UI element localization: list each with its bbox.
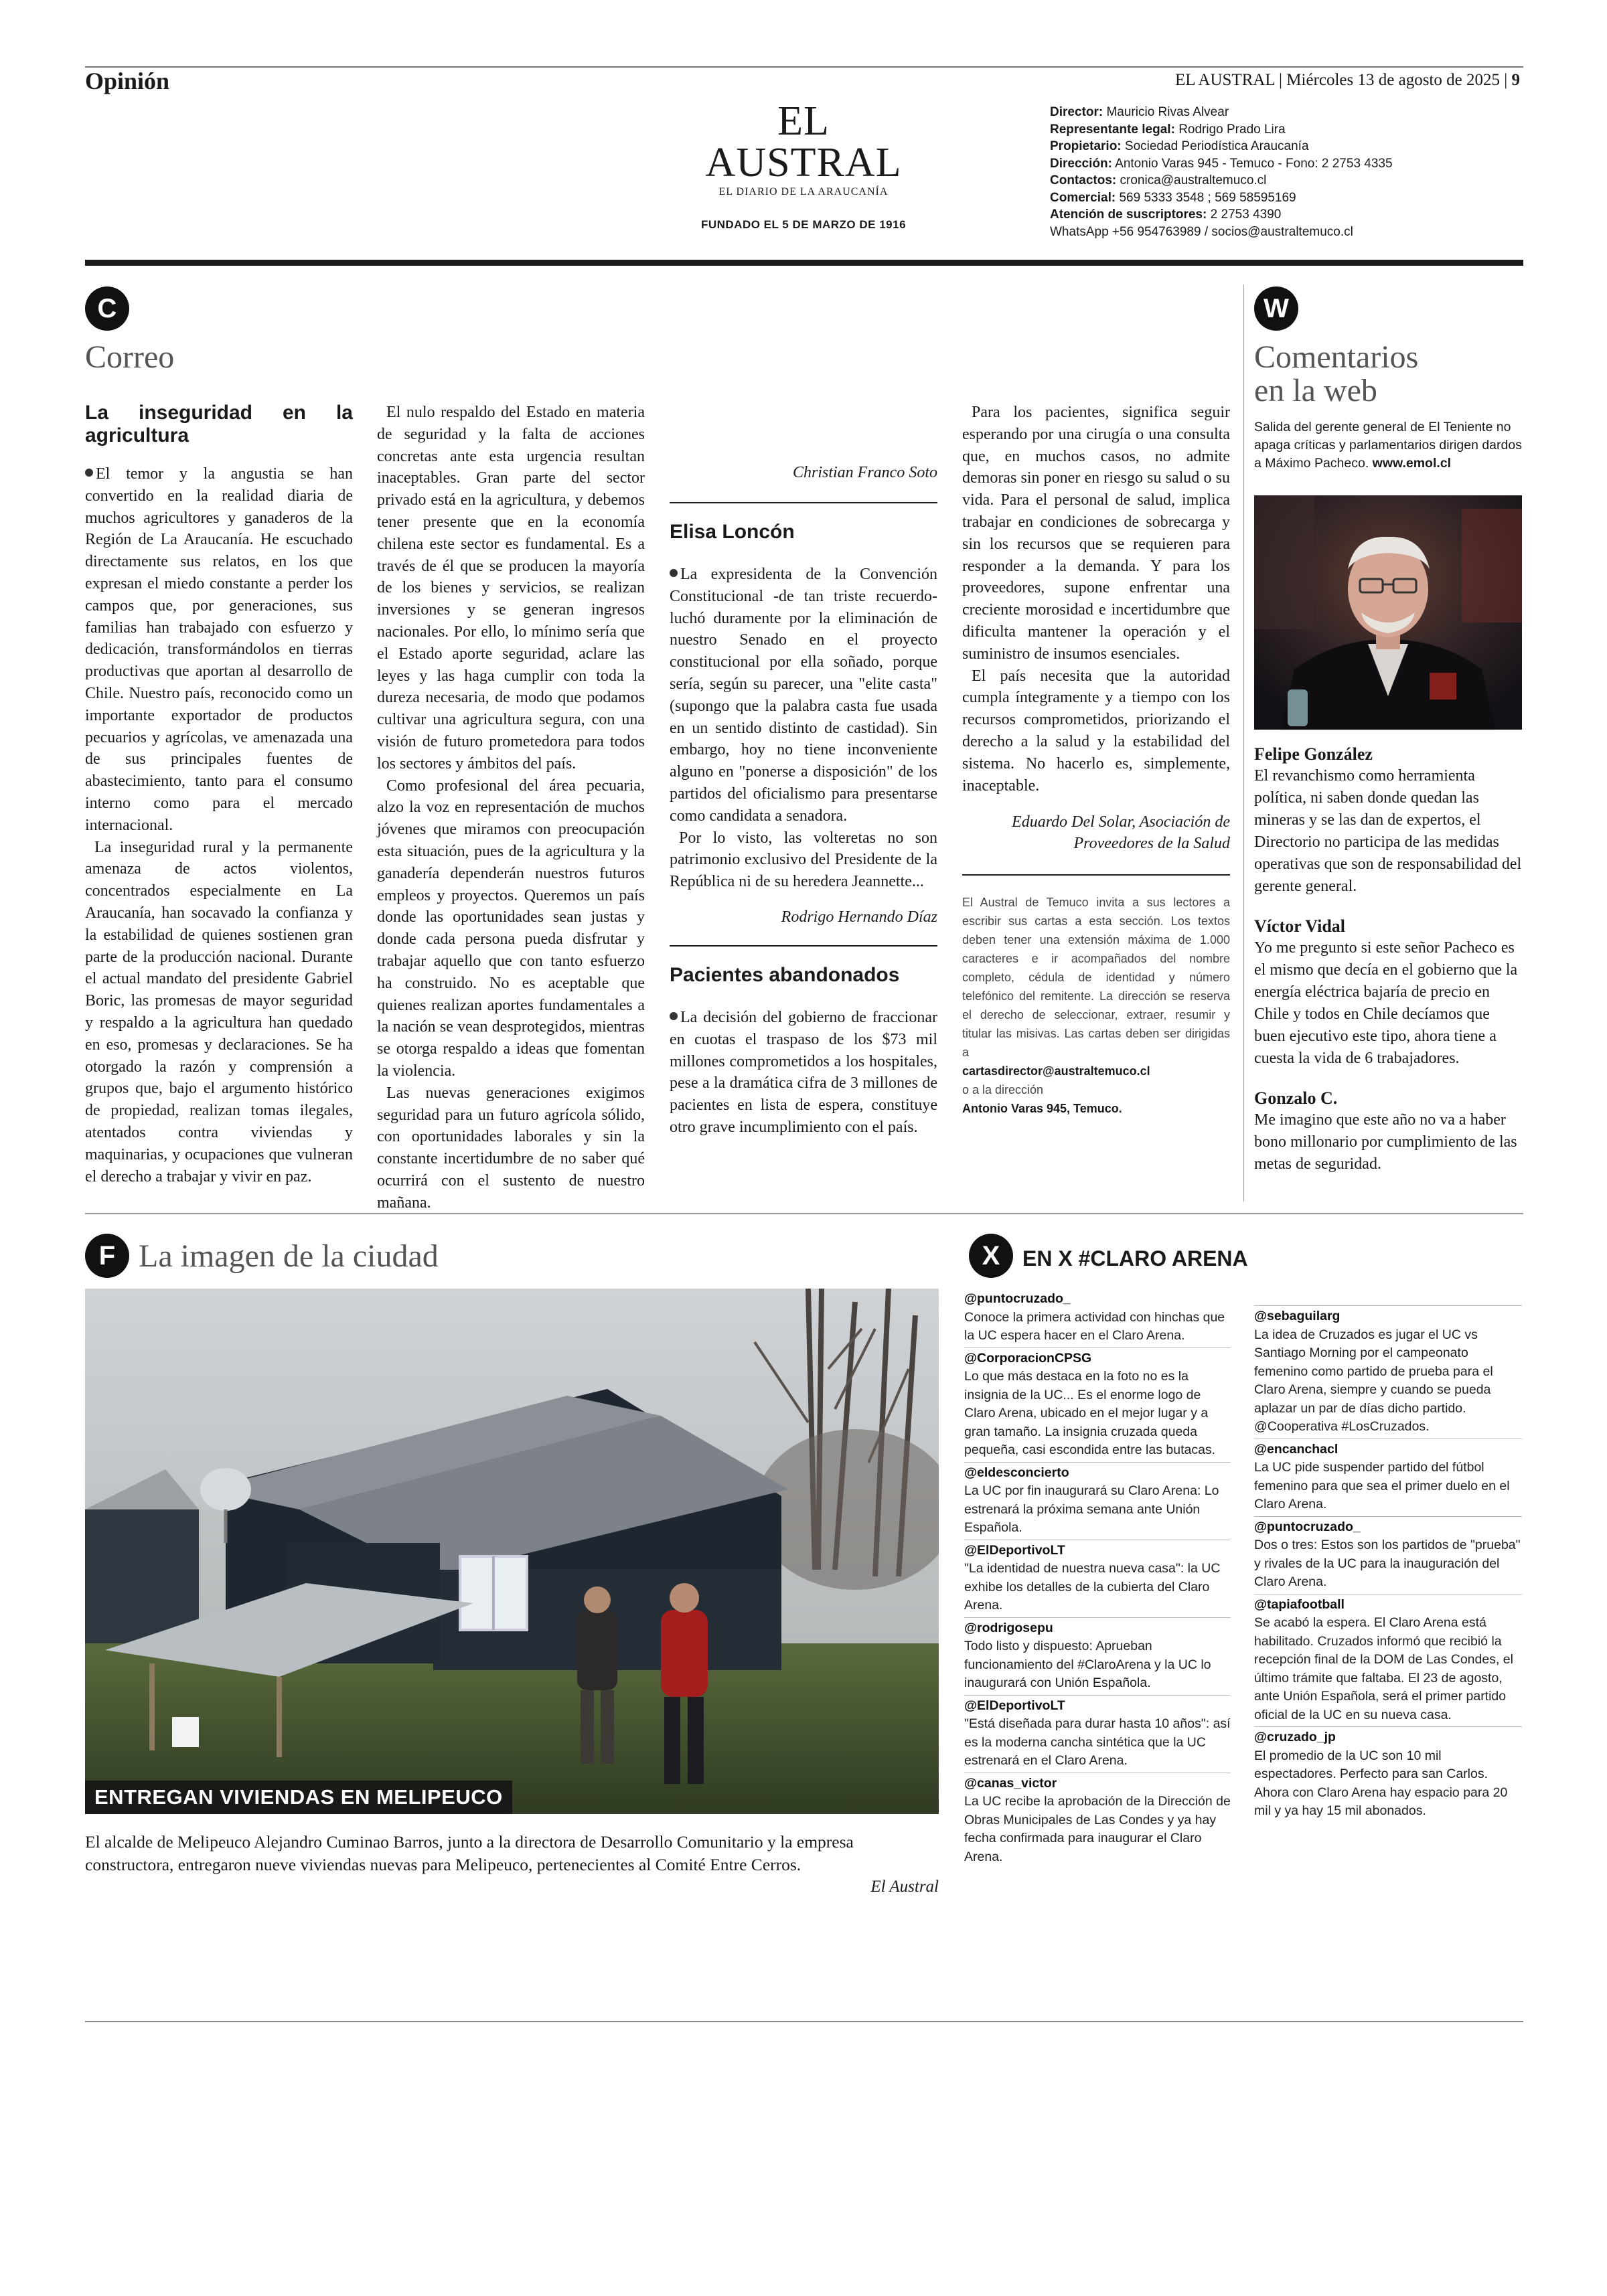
x-handle: @eldesconcierto <box>964 1465 1069 1480</box>
letter-paragraph: La decisión del gobierno de fraccionar en cuotas el traspaso de los $73 mil millones comprometidos a los hospitales, pese a la dramática cifra de 3 millones de pacientes en lista de espera, constituye otro grave incumplimiento con el país. <box>670 1008 937 1136</box>
section-divider <box>85 1213 1523 1214</box>
letters-info: El Austral de Temuco invita a sus lectores a escribir sus cartas a esta sección. Los textos deben tener una extensión máxima de 1.000 caracteres e ir acompañados del nombre completo, cédula de identidad y número telefónico del remitente. La dirección se reserva el derecho de seleccionar, extraer, resumir y titular las misivas. Las cartas deben ser dirigidas a cartasdirector@australtemuco.cl o a la dirección Antonio Varas 945, Temuco. <box>962 896 1230 1116</box>
letter-column-1 <box>85 402 353 1187</box>
letter-separator <box>962 874 1230 876</box>
correo-title: Correo <box>85 339 175 375</box>
web-lead: Salida del gerente general de El Teniente no apaga críticas y parlamentarios dirigen dardos a Máximo Pacheco. www.emol.cl <box>1254 420 1522 471</box>
comment-text: El revanchismo como herramienta política, ni saben donde quedan las mineras y se las dan de expertos, el Directorio no participa de las medidas operativas que son de responsabilidad del gerente general. <box>1254 767 1522 895</box>
credit-line: Director: Mauricio Rivas Alvear <box>1050 105 1229 119</box>
paper-subtitle: EL DIARIO DE LA ARAUCANÍA <box>718 186 889 197</box>
dateline-paper: EL AUSTRAL <box>1174 71 1275 89</box>
x-feed-column-2 <box>1254 1305 1522 1823</box>
x-handle: @encanchacl <box>1254 1441 1338 1457</box>
x-post[interactable]: @canas_victor La UC recibe la aprobación de la Dirección de Obras Municipales de Las Condes y ya hay fecha confirmada para inaugurar el Claro Arena. <box>964 1773 1231 1869</box>
x-post[interactable]: @sebaguilarg La idea de Cruzados es jugar el UC vs Santiago Morning por el campeonato femenino como partido de prueba para el Claro Arena, siempre y cuando se pueda aplazar un par de días dicho partido. @Cooperativa #LosCruzados. <box>1254 1305 1522 1439</box>
letter-paragraph: El país necesita que la autoridad cumpla íntegramente y a tiempo con los recursos comprometidos, priorizando el derecho a la salud y la estabilidad del sistema. No hacerlo es, simplemente, inaceptable. <box>962 667 1230 795</box>
x-handle: @CorporacionCPSG <box>964 1350 1092 1366</box>
letter-column-2 <box>377 402 645 1214</box>
letter-paragraph: La inseguridad rural y la permanente amenaza de actos violentos, concentrados especialmente en La Araucanía, han socavado la confianza y la estabilidad de quienes sostienen gran parte de la producción nacional. Durante el actual mandato del presidente Gabriel Boric, las promesas de mayor seguridad y respaldo a la agricultura han quedado en eso, promesas y declaraciones. Se ha otorgado la razón y comprensión a grupos que, bajo el argumento histórico de propiedad, realizan tomas ilegales, atentados contra viviendas y maquinarias, y ocupaciones que vulneran el derecho a trabajar y vivir en paz. <box>85 838 353 1185</box>
x-post[interactable]: @puntocruzado_ Conoce la primera actividad con hinchas que la UC espera hacer en el Claro Arena. <box>964 1289 1231 1347</box>
x-post[interactable]: @ElDeportivoLT "Está diseñada para durar hasta 10 años": así es la moderna cancha sintética que la UC estrenará en el Claro Arena. <box>964 1695 1231 1773</box>
correo-badge-icon: C <box>85 286 129 331</box>
dateline: EL AUSTRAL | Miércoles 13 de agosto de 2025 | 9 <box>1174 71 1520 89</box>
letter-paragraph: Para los pacientes, significa seguir esperando por una cirugía o una consulta que, en muchos casos, no admite demoras sin poner en riesgo su salud o su vida. Para el personal de salud, implica trabajar en condiciones de sobrecarga y sin los recursos que se requieren para responder a la demanda. Y para los proveedores, supone enfrentar una creciente morosidad e incertidumbre que dificulta mantener la operación y el suministro de insumos esenciales. <box>962 404 1230 663</box>
bullet-icon <box>85 469 93 477</box>
x-handle: @ElDeportivoLT <box>964 1698 1065 1713</box>
letter-headline: Pacientes abandonados <box>670 963 900 986</box>
x-handle: @puntocruzado_ <box>1254 1519 1361 1534</box>
x-post[interactable]: @encanchacl La UC pide suspender partido del fútbol femenino para que sea el primer duelo en el Claro Arena. <box>1254 1439 1522 1516</box>
web-comments <box>1254 743 1522 1175</box>
x-post[interactable]: @puntocruzado_ Dos o tres: Estos son los partidos de "prueba" y rivales de la UC para la inauguración del Claro Arena. <box>1254 1516 1522 1594</box>
credit-line: Atención de suscriptores: 2 2753 4390 <box>1050 208 1282 222</box>
page-number: 9 <box>1511 71 1520 89</box>
photo-description: El alcalde de Melipeuco Alejandro Cuminao Barros, junto a la directora de Desarrollo Comunitario y la empresa constructora, entregaron nueve viviendas nuevas para Melipeuco, pertenecientes al Comité Entre Cerros. <box>85 1832 854 1874</box>
x-badge-icon: X <box>969 1234 1013 1278</box>
founded-line: FUNDADO EL 5 DE MARZO DE 1916 <box>700 218 907 231</box>
x-feed-column-1 <box>964 1289 1231 1868</box>
credit-line: Dirección: Antonio Varas 945 - Temuco - Fono: 2 2753 4335 <box>1050 156 1393 171</box>
credit-line: Contactos: cronica@australtemuco.cl <box>1050 173 1267 187</box>
x-post[interactable]: @CorporacionCPSG Lo que más destaca en la foto no es la insignia de la UC... Es el enorme logo de Claro Arena, ubicado en el mejor lugar y a gran tamaño. La insignia cruzada queda pequeña, casi escondida entre las butacas. <box>964 1347 1231 1462</box>
web-site-link[interactable]: www.emol.cl <box>1372 456 1452 471</box>
letter-headline: Elisa Loncón <box>670 521 795 543</box>
masthead <box>676 100 931 232</box>
imagen-badge-icon: F <box>85 1234 129 1278</box>
paper-name: EL AUSTRAL <box>705 98 902 185</box>
bullet-icon <box>670 569 678 577</box>
bullet-icon <box>670 1012 678 1020</box>
x-handle: @canas_victor <box>964 1775 1057 1791</box>
letter-separator <box>670 945 937 947</box>
credit-line: Propietario: Sociedad Periodística Araucanía <box>1050 139 1309 153</box>
credit-line: WhatsApp +56 954763989 / socios@australtemuco.cl <box>1050 224 1353 239</box>
letter-paragraph: El nulo respaldo del Estado en materia de seguridad y la falta de acciones concretas ante esta urgencia resultan inaceptables. Gran parte del sector privado está en la agricultura, y debemos tener presente que en la economía chilena este sector es fundamental. Es a través de él que se producen la mayoría de los bienes y servicios, se realizan inversiones y se generan ingresos nacionales. Por ello, lo mínimo sería que el Estado aporte seguridad, aclare las leyes y las haga cumplir con toda la dureza necesaria, de modo que podamos cultivar una agricultura segura, con una visión de futuro prometedora para todos los sectores y ámbitos del país. <box>377 404 645 772</box>
letter-headline: La inseguridad en la agricultura <box>85 402 353 446</box>
letter-signature: Eduardo Del Solar, Asociación de Proveedores de la Salud <box>1012 813 1230 853</box>
photo-caption-bar: ENTREGAN VIVIENDAS EN MELIPEUCO <box>85 1781 512 1814</box>
x-handle: @puntocruzado_ <box>964 1291 1071 1306</box>
city-photo <box>85 1289 939 1814</box>
x-feed-title: EN X #CLARO ARENA <box>1022 1246 1248 1270</box>
x-handle: @tapiafootball <box>1254 1596 1345 1612</box>
web-badge-icon: W <box>1254 286 1298 331</box>
letters-email[interactable]: cartasdirector@australtemuco.cl <box>962 1064 1150 1078</box>
letter-paragraph: El temor y la angustia se han convertido en la realidad diaria de muchos agricultores y ganaderos de la Región de La Araucanía. He escuchado directamente sus relatos, en los que expresan el miedo constante a perder los campos que, por generaciones, sus familias han trabajado con esfuerzo y dedicación, transformándolos en tierras productivas que aportan al desarrollo de Chile. Nuestro país, reconocido como un importante exportador de productos pecuarios y agrícolas, ve amenazada una de sus principales fuentes de abastecimiento, tanto para el consumo interno como para el mercado internacional. <box>85 465 353 834</box>
photo-credit: El Austral <box>870 1878 939 1896</box>
header-thick-rule <box>85 260 1523 266</box>
imagen-title: La imagen de la ciudad <box>139 1238 439 1274</box>
credit-line: Representante legal: Rodrigo Prado Lira <box>1050 122 1286 137</box>
letter-signature: Christian Franco Soto <box>792 464 937 481</box>
x-handle: @cruzado_jp <box>1254 1730 1336 1744</box>
web-title-line2: en la web <box>1254 373 1377 408</box>
letter-paragraph: La expresidenta de la Convención Constitucional -de tan triste recuerdo- luchó duramente por la eliminación de nuestro Senado en el proyecto constitucional por ella soñado, porque sería, según su parecer, una "elite casta" (supongo que la palabra casta fue usada en un sentido distinto de castidad). Sin embargo, hoy no tiene inconveniente alguno en "ponerse a disposición" de los partidos del oficialismo para presentarse como candidata a senadora. <box>670 566 937 825</box>
letter-signature: Rodrigo Hernando Díaz <box>781 908 937 926</box>
section-label: Opinión <box>85 68 170 94</box>
letter-column-3 <box>670 402 937 1192</box>
letter-paragraph: Por lo visto, las volteretas no son patrimonio exclusivo del Presidente de la República ni de su heredera Jeannette... <box>670 829 937 891</box>
commenter-name: Felipe González <box>1254 744 1373 764</box>
x-handle: @rodrigosepu <box>964 1620 1053 1635</box>
x-post[interactable]: @eldesconcierto La UC por fin inaugurará su Claro Arena: Lo estrenará la próxima semana ante Unión Española. <box>964 1462 1231 1540</box>
top-rule <box>85 66 1523 68</box>
x-post[interactable]: @ElDeportivoLT "La identidad de nuestra nueva casa": la UC exhibe los detalles de la cubierta del Claro Arena. <box>964 1540 1231 1617</box>
x-post[interactable]: @cruzado_jp El promedio de la UC son 10 mil espectadores. Perfecto para san Carlos. Ahora con Claro Arena hay espacio para 20 mil y ya hay 15 mil abonados. <box>1254 1726 1522 1823</box>
column-divider <box>1243 284 1244 1202</box>
commenter-name: Víctor Vidal <box>1254 916 1346 936</box>
letter-paragraph: Como profesional del área pecuaria, alzo la voz en representación de muchos jóvenes que miramos con preocupación esta situación, pues de la agricultura y la ganadería dependerán nuestros futuros empleos y proyectos. Queremos un país donde las oportunidades sean justas y donde cada persona pueda disfrutar y trabajar aquello que con tanto esfuerzo ha construido. No es aceptable que quienes realizan aportes fundamentales a la nación se vean desprotegidos, mientras se otorga respaldo a ideas que fomentan la violencia. <box>377 776 645 1080</box>
x-handle: @ElDeportivoLT <box>964 1542 1065 1558</box>
x-post[interactable]: @rodrigosepu Todo listo y dispuesto: Aprueban funcionamiento del #ClaroArena y la UC lo inaugurará con Unión Española. <box>964 1617 1231 1695</box>
letter-separator <box>670 502 937 503</box>
letter-paragraph: Las nuevas generaciones exigimos seguridad para un futuro agrícola sólido, con oportunidades laborales y sin la constante incertidumbre de no saber qué ocurrirá con el sustento de nuestro mañana. <box>377 1084 645 1212</box>
portrait-photo <box>1254 495 1522 730</box>
x-handle: @sebaguilarg <box>1254 1309 1341 1323</box>
web-title-line1: Comentarios <box>1254 339 1419 375</box>
credit-line: Comercial: 569 5333 3548 ; 569 58595169 <box>1050 190 1296 205</box>
comment-text: Me imagino que este año no va a haber bono millonario por cumplimiento de las metas de seguridad. <box>1254 1111 1517 1173</box>
bottom-rule <box>85 2021 1523 2022</box>
comment-text: Yo me pregunto si este señor Pacheco es el mismo que decía en el gobierno que la energía eléctrica bajaría de precio en Chile y todos en Chile decíamos que buen ejecutivo este tipo, ahora tiene a cuesta la vida de 6 trabajadores. <box>1254 939 1518 1067</box>
dateline-date: Miércoles 13 de agosto de 2025 <box>1286 71 1500 89</box>
letter-column-4 <box>962 402 1230 1118</box>
commenter-name: Gonzalo C. <box>1254 1088 1338 1108</box>
x-post[interactable]: @tapiafootball Se acabó la espera. El Claro Arena está habilitado. Cruzados informó que recibió la recepción final de la DOM de Las Condes, el último trámite que faltaba. El 23 de agosto, ante Unión Española, será el primer partido oficial de la UC en su nueva casa. <box>1254 1594 1522 1727</box>
credits-box <box>1050 104 1393 240</box>
